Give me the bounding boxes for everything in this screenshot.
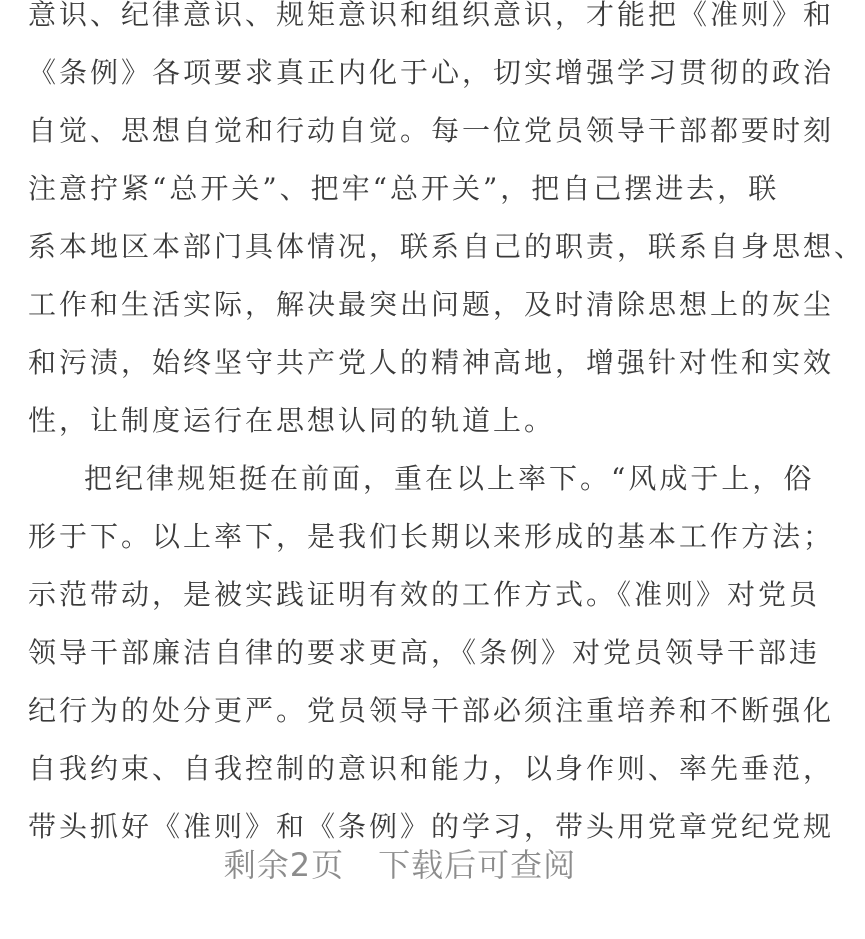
text-line: 领导干部廉洁自律的要求更高，《条例》对党员领导干部违 [28,636,821,669]
document-body [28,0,865,856]
text-line: 注意拧紧“总开关”、把牢“总开关”，把自己摆进去，联 [28,172,780,205]
download-prompt-bar[interactable] [0,812,800,908]
text-line: 形于下。以上率下，是我们长期以来形成的基本工作方法； [28,520,835,553]
text-line: 工作和生活实际，解决最突出问题，及时清除思想上的灰尘 [28,288,835,321]
text-line: 带头抓好《准则》和《条例》的学习，带头用党章党纪党规 [28,810,835,843]
text-line: 示范带动，是被实践证明有效的工作方式。《准则》对党员 [28,578,821,611]
remaining-pages-label: 剩余2页 [223,846,345,884]
text-line: 性，让制度运行在思想认同的轨道上。 [28,404,556,437]
download-to-view-label: 下载后可查阅 [378,846,577,884]
text-line: 和污渍，始终坚守共产党人的精神高地，增强针对性和实效 [28,346,835,379]
download-prompt[interactable] [224,840,576,886]
text-line: 自我约束、自我控制的意识和能力，以身作则、率先垂范， [28,752,835,785]
text-line: 《条例》各项要求真正内化于心，切实增强学习贯彻的政治 [28,56,835,89]
paragraph-start-line: 把纪律规矩挺在前面，重在以上率下。“风成于上，俗 [84,462,815,495]
text-line: 自觉、思想自觉和行动自觉。每一位党员领导干部都要时刻 [28,114,835,147]
text-line: 系本地区本部门具体情况，联系自己的职责，联系自身思想、 [28,230,865,263]
text-line: 纪行为的处分更严。党员领导干部必须注重培养和不断强化 [28,694,835,727]
text-line: 意识、纪律意识、规矩意识和组织意识，才能把《准则》和 [28,0,835,31]
